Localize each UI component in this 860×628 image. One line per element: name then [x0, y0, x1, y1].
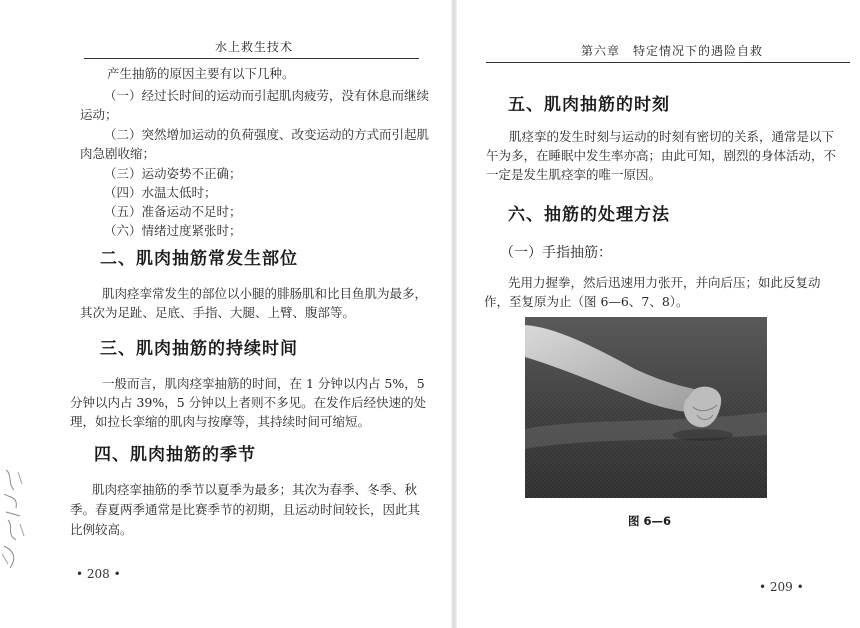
section-5-line-3: 一定是发生肌痉挛的唯一原因。 [486, 167, 662, 182]
cause-1a: （一）经过长时间的运动而引起肌肉疲劳，没有休息而继续 [104, 88, 430, 103]
section-3-title: 三、肌肉抽筋的持续时间 [100, 339, 298, 359]
finger-cramp-line-2: 作，至复原为止（图 6—6、7、8）。 [484, 294, 689, 309]
section-3-line-1: 一般而言，肌肉痉挛抽筋的时间，在 1 分钟以内占 5%，5 [102, 376, 425, 391]
section-4-line-1: 肌肉痉挛抽筋的季节以夏季为最多；其次为春季、冬季、秋 [92, 482, 418, 497]
section-6-title: 六、抽筋的处理方法 [508, 205, 670, 225]
section-5-line-1: 肌痉挛的发生时刻与运动的时刻有密切的关系，通常是以下 [509, 129, 835, 144]
cause-3: （三）运动姿势不正确； [104, 166, 242, 181]
figure-6-6-photo [525, 317, 767, 498]
cause-2b: 肉急剧收缩； [80, 146, 156, 161]
cause-4: （四）水温太低时； [104, 185, 217, 200]
right-page-number: • 209 • [759, 580, 804, 594]
right-running-head: 第六章 特定情况下的遇险自救 [581, 44, 764, 58]
section-2-line-1: 肌肉痉挛常发生的部位以小腿的腓肠肌和比目鱼肌为最多， [102, 286, 428, 301]
right-header-rule [486, 62, 850, 63]
section-4-title: 四、肌肉抽筋的季节 [94, 445, 256, 465]
cause-2a: （二）突然增加运动的负荷强度、改变运动的方式而引起肌 [104, 127, 430, 142]
section-5-title: 五、肌肉抽筋的时刻 [508, 95, 670, 115]
section-2-line-2: 其次为足趾、足底、手指、大腿、上臂、腹部等。 [80, 305, 356, 320]
section-2-title: 二、肌肉抽筋常发生部位 [100, 249, 298, 269]
subsection-finger-cramp-title: （一）手指抽筋： [500, 245, 612, 261]
left-running-head: 水上救生技术 [215, 40, 294, 54]
left-page-number: • 208 • [76, 567, 121, 581]
right-page [456, 0, 860, 628]
cause-1b: 运动； [80, 107, 118, 122]
handwritten-margin-mark [0, 464, 28, 576]
section-5-line-2: 午为多，在睡眠中发生率亦高；由此可知，剧烈的身体活动，不 [486, 148, 837, 163]
section-3-line-3: 理，如拉长挛缩的肌肉与按摩等，其持续时间可缩短。 [70, 414, 371, 429]
section-4-line-2: 季。春夏两季通常是比赛季节的初期，且运动时间较长，因此其 [70, 502, 421, 517]
left-header-rule [84, 58, 419, 59]
cause-6: （六）情绪过度紧张时； [104, 223, 242, 238]
cause-5: （五）准备运动不足时； [104, 204, 242, 219]
finger-cramp-line-1: 先用力握拳，然后迅速用力张开，并向后压；如此反复动 [508, 275, 821, 290]
section-4-line-3: 比例较高。 [70, 522, 133, 537]
section-3-line-2: 分钟以内占 39%，5 分钟以上者则不多见。在发作后经快速的处 [70, 395, 427, 410]
figure-caption: 图 6—6 [628, 514, 672, 528]
causes-intro: 产生抽筋的原因主要有以下几种。 [107, 66, 295, 81]
